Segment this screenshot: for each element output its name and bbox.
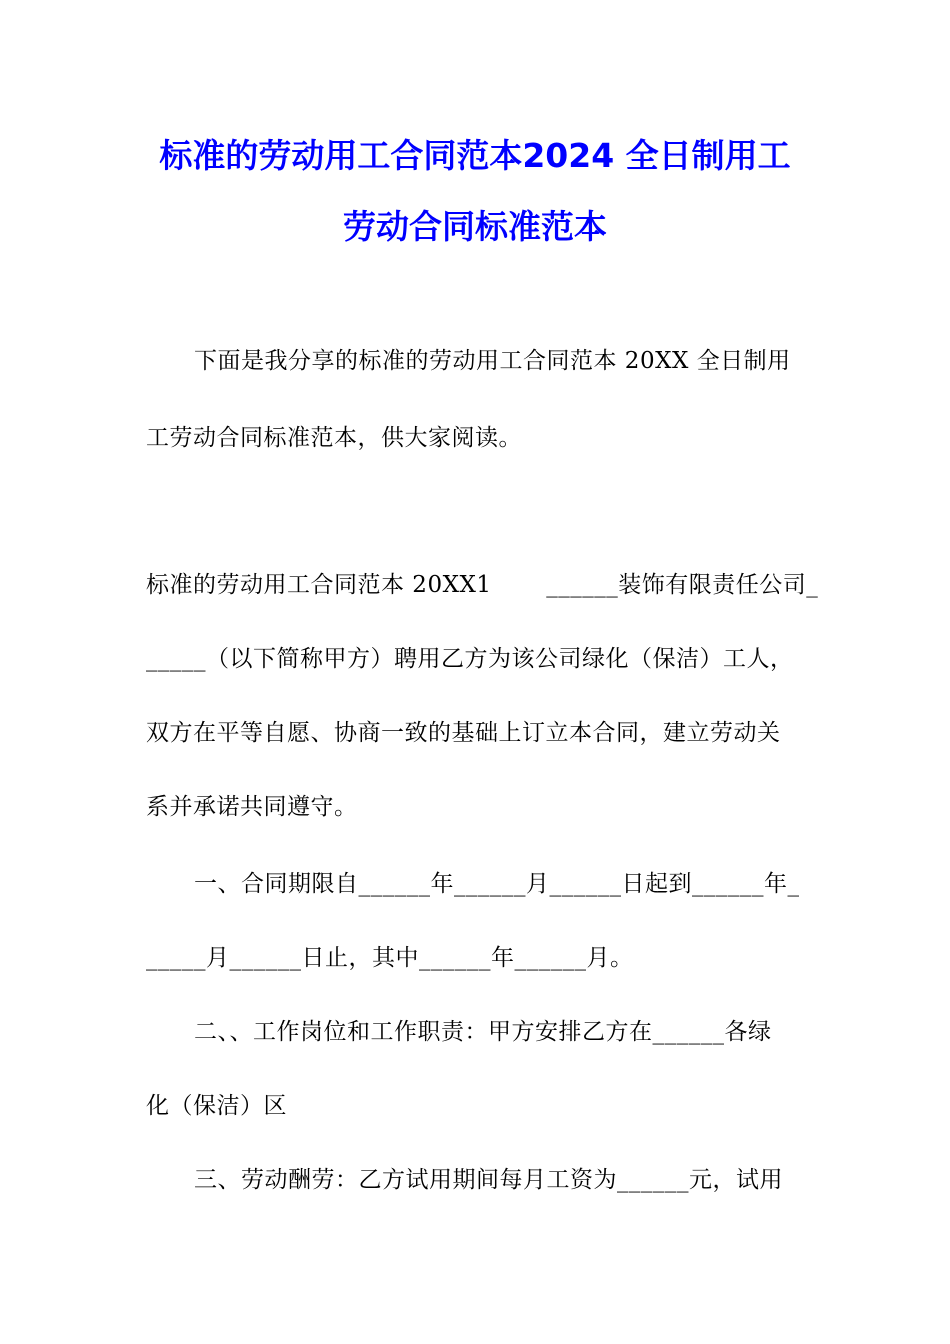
document-title-line-2: 劳动合同标准范本 bbox=[343, 207, 607, 246]
paragraph-1-line-3: 双方在平等自愿、协商一致的基础上订立本合同，建立劳动关 bbox=[146, 720, 781, 746]
paragraph-2-line-2: _____月______日止，其中______年______月。 bbox=[146, 945, 634, 971]
paragraph-2-line-1: 一、合同期限自______年______月______日起到______年_ bbox=[194, 871, 800, 897]
intro-line-2: 工劳动合同标准范本，供大家阅读。 bbox=[146, 425, 522, 451]
paragraph-1-line-1: 标准的劳动用工合同范本 20XX1 ______装饰有限责任公司_ bbox=[146, 572, 819, 598]
paragraph-1-line-2: _____（以下简称甲方）聘用乙方为该公司绿化（保洁）工人， bbox=[146, 646, 794, 672]
paragraph-3-line-1: 二、、工作岗位和工作职责：甲方安排乙方在______各绿 bbox=[194, 1019, 772, 1045]
document-title-line-1: 标准的劳动用工合同范本2024 全日制用工 bbox=[159, 136, 791, 175]
paragraph-1-line-4: 系并承诺共同遵守。 bbox=[146, 794, 358, 820]
paragraph-4-line-1: 三、劳动酬劳：乙方试用期间每月工资为______元，试用 bbox=[194, 1167, 783, 1193]
paragraph-3-line-2: 化（保洁）区 bbox=[146, 1093, 287, 1119]
intro-line-1: 下面是我分享的标准的劳动用工合同范本 20XX 全日制用 bbox=[194, 348, 791, 374]
